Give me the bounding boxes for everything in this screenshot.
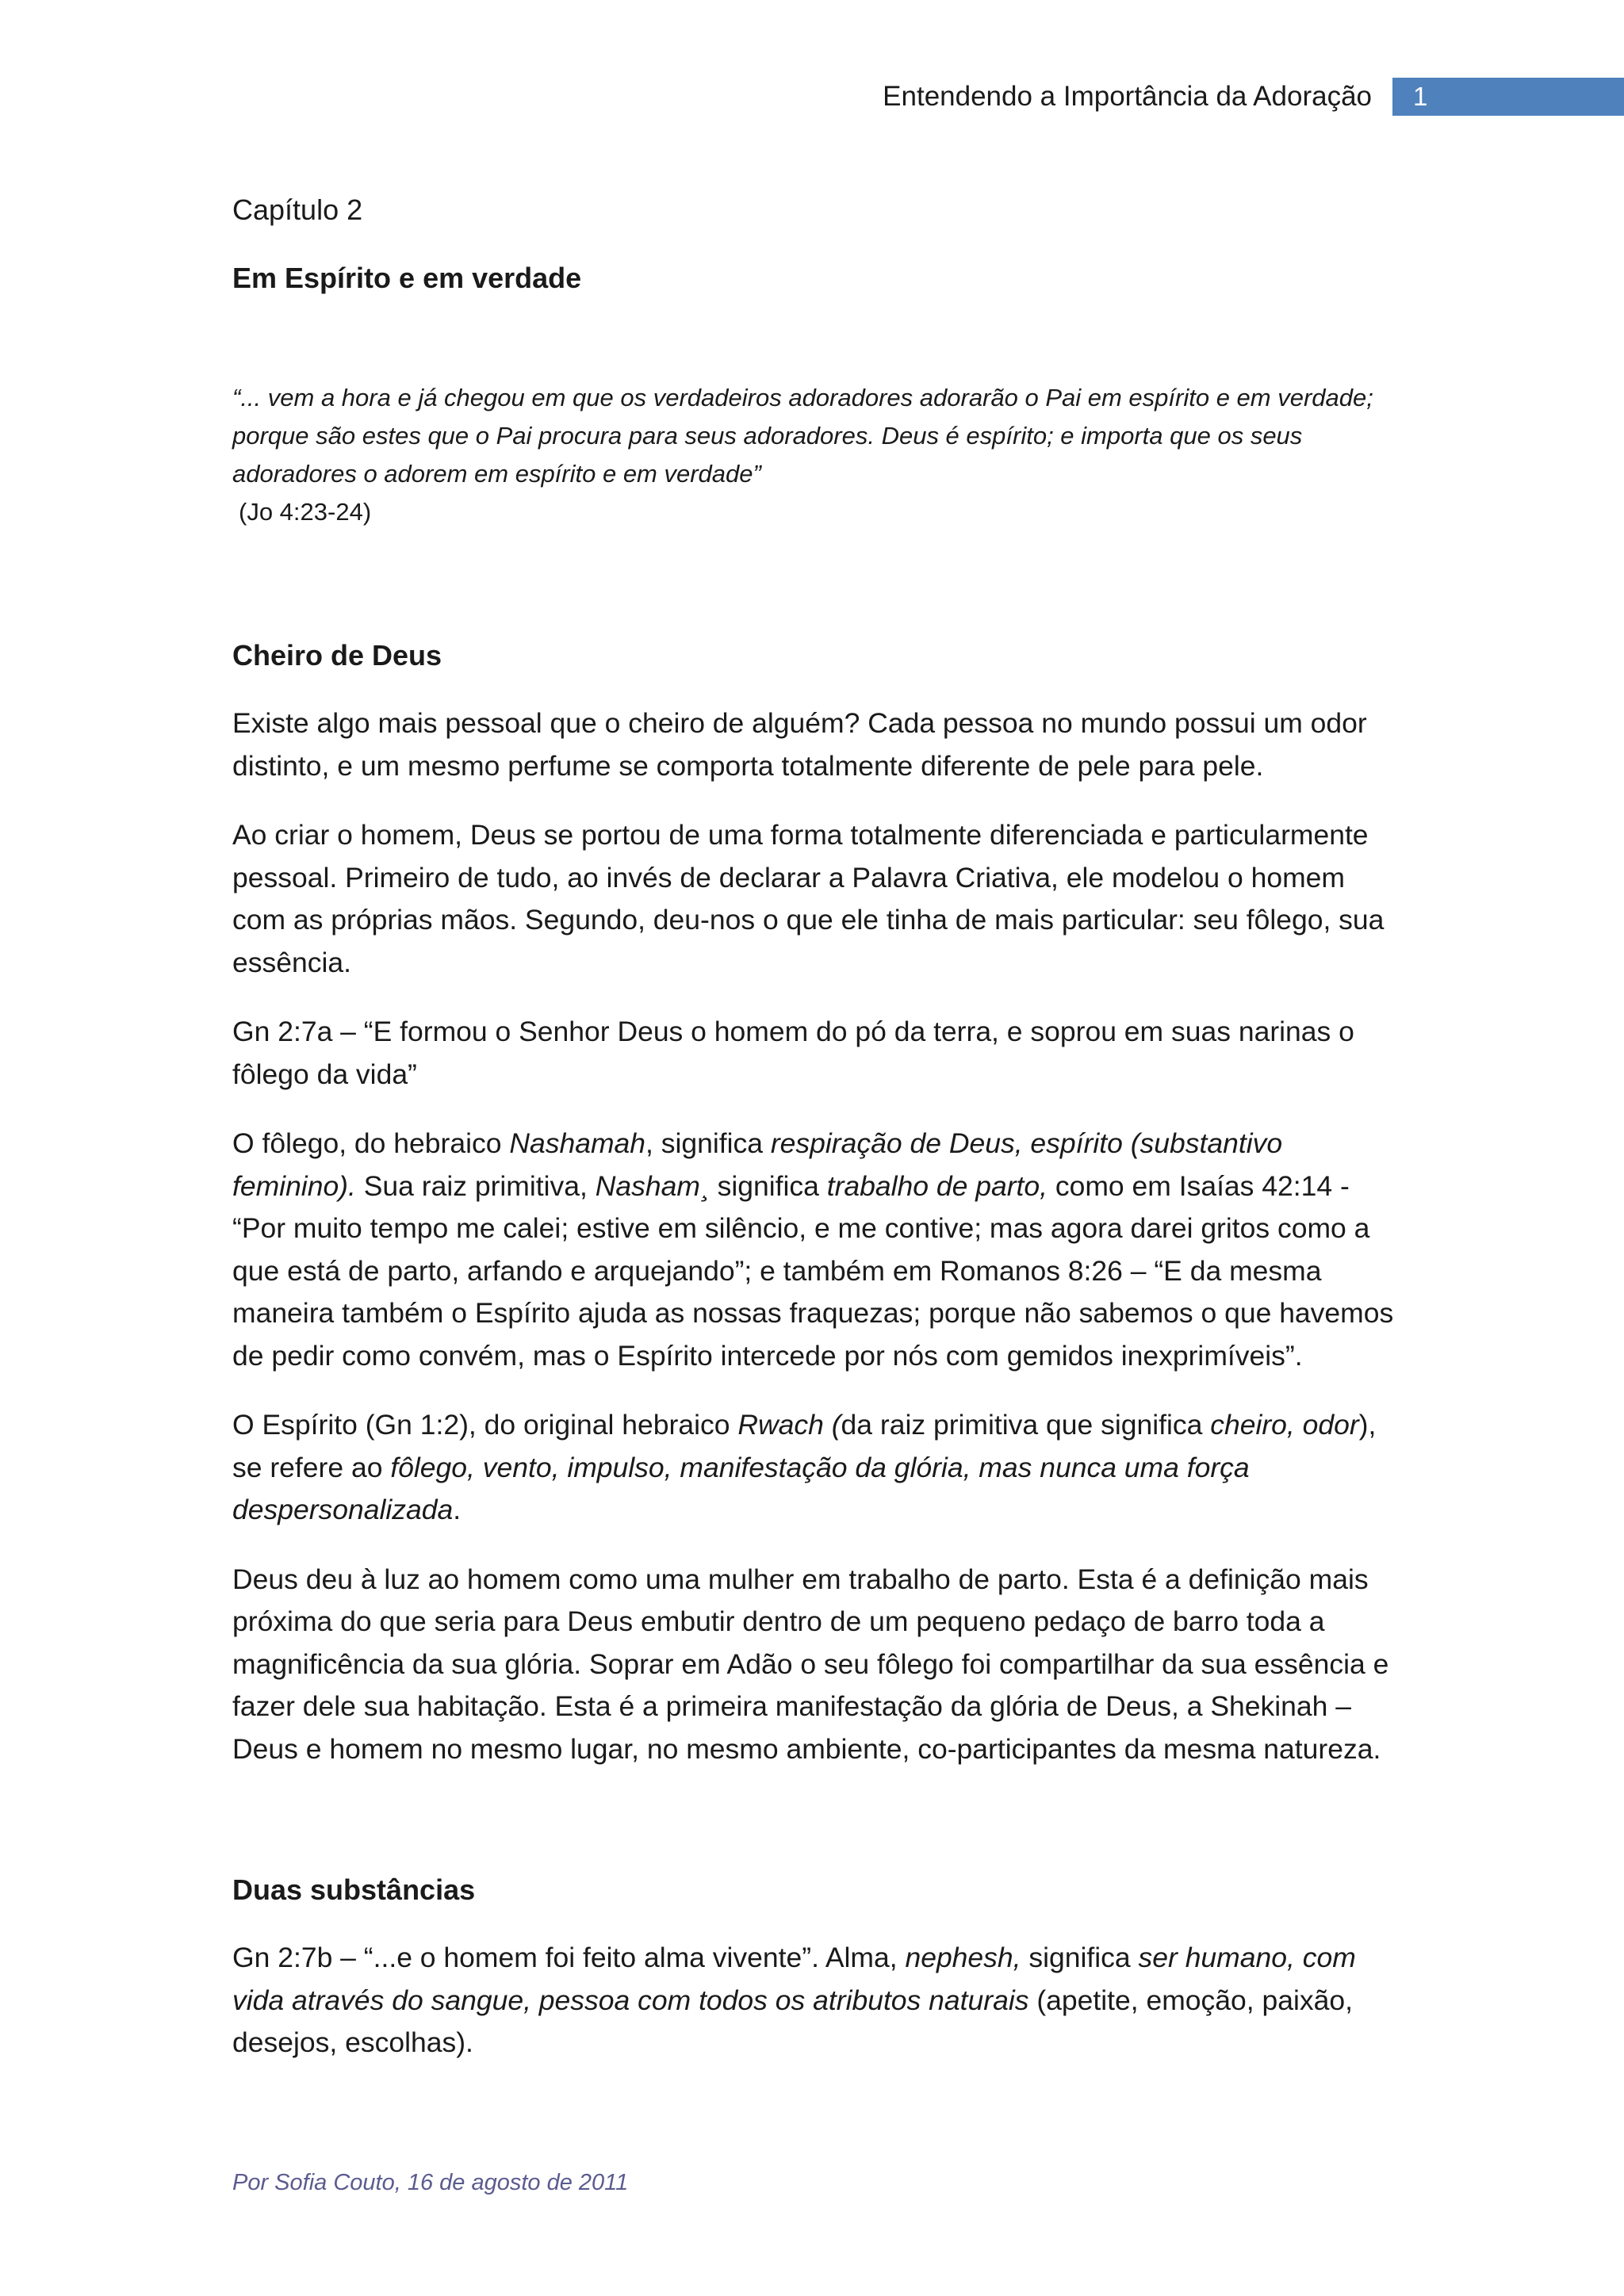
- paragraph: [232, 1123, 1398, 1377]
- paragraph: Ao criar o homem, Deus se portou de uma forma totalmente diferenciada e particularmente pessoal. Primeiro de tudo, ao invés de declarar a Palavra Criativa, ele modelou o homem com as próprias mãos. Segundo, deu-nos o que ele tinha de mais particular: seu fôlego, sua essência.: [232, 819, 1385, 978]
- paragraph: [232, 1404, 1398, 1532]
- italic-term: respiração de Deus, espírito (substantivo feminino).: [232, 1127, 1283, 1202]
- section-heading-cheiro-de-deus: Cheiro de Deus: [232, 639, 442, 672]
- paragraph: Gn 2:7a – “E formou o Senhor Deus o homem do pó da terra, e soprou em suas narinas o fôlego da vida”: [232, 1016, 1354, 1090]
- italic-term: trabalho de parto,: [826, 1169, 1048, 1202]
- text-run: Gn 2:7b – “...e o homem foi feito alma vivente”. Alma,: [232, 1942, 906, 1973]
- italic-term: Nashamah: [509, 1127, 646, 1159]
- text-run: como em Isaías 42:14 - “Por muito tempo me calei; estive em silêncio, e me contive; mas agora darei gritos como a que está de parto, arfando e arquejando”; e também em Romanos 8:26 – “E da mesma maneira também o Espírito ajuda as nossas fraquezas; porque não sabemos o que havemos de pedir como convém, mas o Espírito intercede por nós com gemidos inexprimíveis”.: [232, 1169, 1394, 1372]
- text-run: significa: [1021, 1942, 1139, 1973]
- text-run: da raiz primitiva que significa: [841, 1409, 1211, 1441]
- chapter-label: Capítulo 2: [232, 193, 363, 226]
- text-run: O fôlego, do hebraico: [232, 1127, 510, 1159]
- text-run: (apetite, emoção, paixão, desejos, escolhas).: [232, 1984, 1353, 2058]
- paragraph: Existe algo mais pessoal que o cheiro de alguém? Cada pessoa no mundo possui um odor distinto, e um mesmo perfume se comporta totalmente diferente de pele para pele.: [232, 707, 1367, 782]
- epigraph-quote: [232, 379, 1398, 493]
- text-run: significa: [709, 1169, 827, 1202]
- text-run: , significa: [645, 1127, 771, 1159]
- text-run: O Espírito (Gn 1:2), do original hebraico: [232, 1409, 738, 1441]
- chapter-title: Em Espírito e em verdade: [232, 262, 582, 294]
- text-run: .: [453, 1494, 462, 1525]
- footer-author-date: Por Sofia Couto, 16 de agosto de 2011: [232, 2170, 629, 2195]
- epigraph-line: porque são estes que o Pai procura para seus adoradores. Deus é espírito; e importa que os seus: [232, 422, 1303, 450]
- paragraph: Deus deu à luz ao homem como uma mulher em trabalho de parto. Esta é a definição mais próxima do que seria para Deus embutir dentro de um pequeno pedaço de barro toda a magnificência da sua glória. Soprar em Adão o seu fôlego foi compartilhar da sua essência e fazer dele sua habitação. Esta é a primeira manifestação da glória de Deus, a Shekinah – Deus e homem no mesmo lugar, no mesmo ambiente, co-participantes da mesma natureza.: [232, 1563, 1389, 1765]
- page-content: [232, 189, 1398, 2091]
- section-heading-duas-substancias: Duas substâncias: [232, 1873, 476, 1906]
- italic-term: cheiro, odor: [1210, 1409, 1359, 1441]
- text-run: ), se refere ao: [232, 1409, 1377, 1483]
- italic-term: Nasham¸: [595, 1169, 710, 1202]
- text-run: Sua raiz primitiva,: [355, 1169, 596, 1202]
- epigraph-line: “... vem a hora e já chegou em que os verdadeiros adoradores adorarão o Pai em espírito e em verdade;: [232, 384, 1373, 411]
- italic-term: fôlego, vento, impulso, manifestação da glória, mas nunca uma força despersonalizada: [232, 1451, 1250, 1525]
- italic-term: nephesh,: [905, 1942, 1021, 1973]
- italic-term: ser humano, com vida através do sangue, pessoa com todos os atributos naturais: [232, 1942, 1356, 2016]
- italic-term: Rwach (: [737, 1409, 841, 1441]
- epigraph-reference: (Jo 4:23-24): [239, 498, 372, 526]
- paragraph: [232, 1937, 1398, 2064]
- epigraph-line: adoradores o adorem em espírito e em verdade”: [232, 460, 761, 488]
- page-number-badge: 1: [1392, 78, 1624, 116]
- running-header-title: Entendendo a Importância da Adoração: [883, 81, 1372, 112]
